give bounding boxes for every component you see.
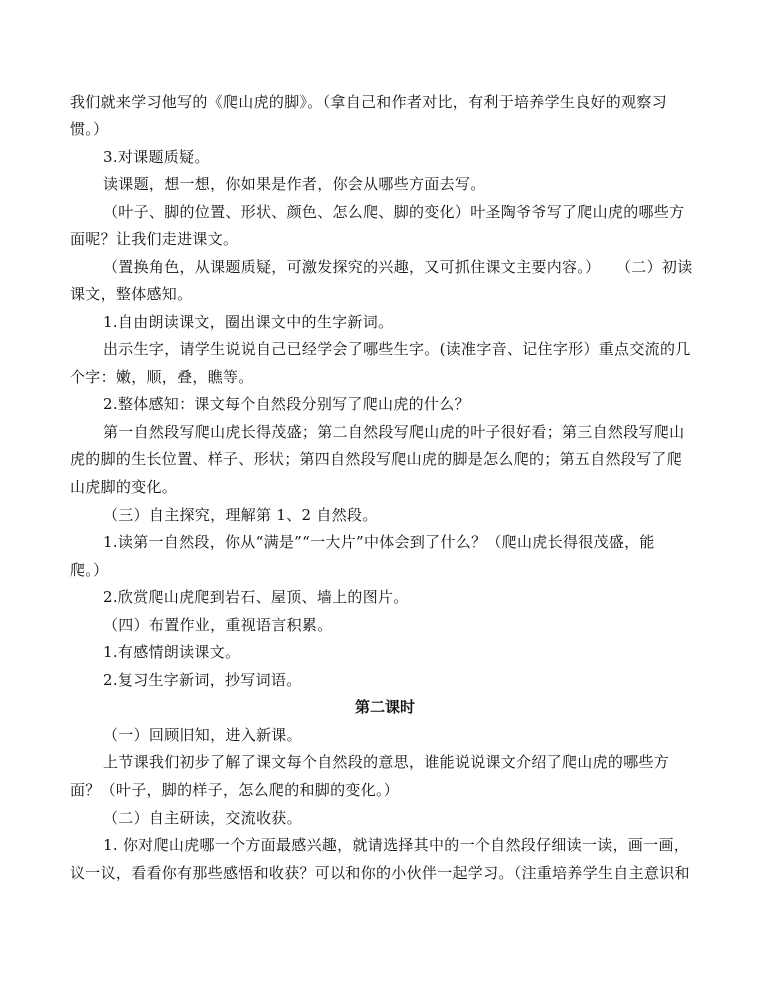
text-line: 上节课我们初步了解了课文每个自然段的意思，谁能说说课文介绍了爬山虎的哪些方: [103, 753, 670, 771]
text-line: 议一议，看看你有那些感悟和收获？可以和你的小伙伴一起学习。（注重培养学生自主意识和: [70, 864, 690, 882]
text-line: （一）回顾旧知，进入新课。: [103, 726, 302, 744]
text-line: 第一自然段写爬山虎长得茂盛；第二自然段写爬山虎的叶子很好看；第三自然段写爬山: [103, 423, 685, 441]
text-line: 惯。）: [70, 120, 109, 138]
text-line: 1. 你对爬山虎哪一个方面最感兴趣，就请选择其中的一个自然段仔细读一读，画一画，: [103, 836, 690, 854]
text-line: 读课题，想一想，你如果是作者，你会从哪些方面去写。: [103, 175, 486, 193]
text-line: 出示生字，请学生说说自己已经学会了哪些生字。(读准字音、记住字形）重点交流的几: [103, 340, 691, 358]
text-line: 2.复习生字新词，抄写词语。: [103, 671, 302, 689]
text-line: 2.欣赏爬山虎爬到岩石、屋顶、墙上的图片。: [103, 588, 409, 606]
section-heading: 第二课时: [354, 698, 415, 716]
text-line: 个字：嫩，顺，叠，瞧等。: [70, 368, 254, 386]
text-line: 1.读第一自然段，你从“满是”“一大片”中体会到了什么？（爬山虎长得很茂盛，能: [103, 533, 655, 551]
text-line: （置换角色，从课题质疑，可激发探究的兴趣，又可抓住课文主要内容。） （二）初读: [103, 258, 693, 276]
text-line: 爬。）: [70, 561, 109, 579]
text-line: （三）自主探究，理解第 1、2 自然段。: [103, 506, 378, 524]
text-line: 面？（叶子，脚的样子，怎么爬的和脚的变化。）: [70, 781, 400, 799]
text-line: （二）自主研读，交流收获。: [103, 809, 302, 827]
text-line: 虎的脚的生长位置、样子、形状；第四自然段写爬山虎的脚是怎么爬的；第五自然段写了爬: [70, 450, 683, 468]
text-line: 1.有感情朗读课文。: [103, 643, 241, 661]
text-line: 我们就来学习他写的《爬山虎的脚》。（拿自己和作者对比，有利于培养学生良好的观察习: [70, 93, 668, 111]
text-line: 1.自由朗读课文，圈出课文中的生字新词。: [103, 313, 394, 331]
text-line: （叶子、脚的位置、形状、颜色、怎么爬、脚的变化）叶圣陶爷爷写了爬山虎的哪些方: [103, 203, 685, 221]
text-line: 3.对课题质疑。: [103, 148, 210, 166]
text-line: 山虎脚的变化。: [70, 478, 178, 496]
text-line: 课文，整体感知。: [70, 285, 193, 303]
text-line: 面呢？让我们走进课文。: [70, 230, 239, 248]
text-line: （四）布置作业，重视语言积累。: [103, 616, 333, 634]
text-line: 2.整体感知：课文每个自然段分别写了爬山虎的什么？: [103, 395, 470, 413]
